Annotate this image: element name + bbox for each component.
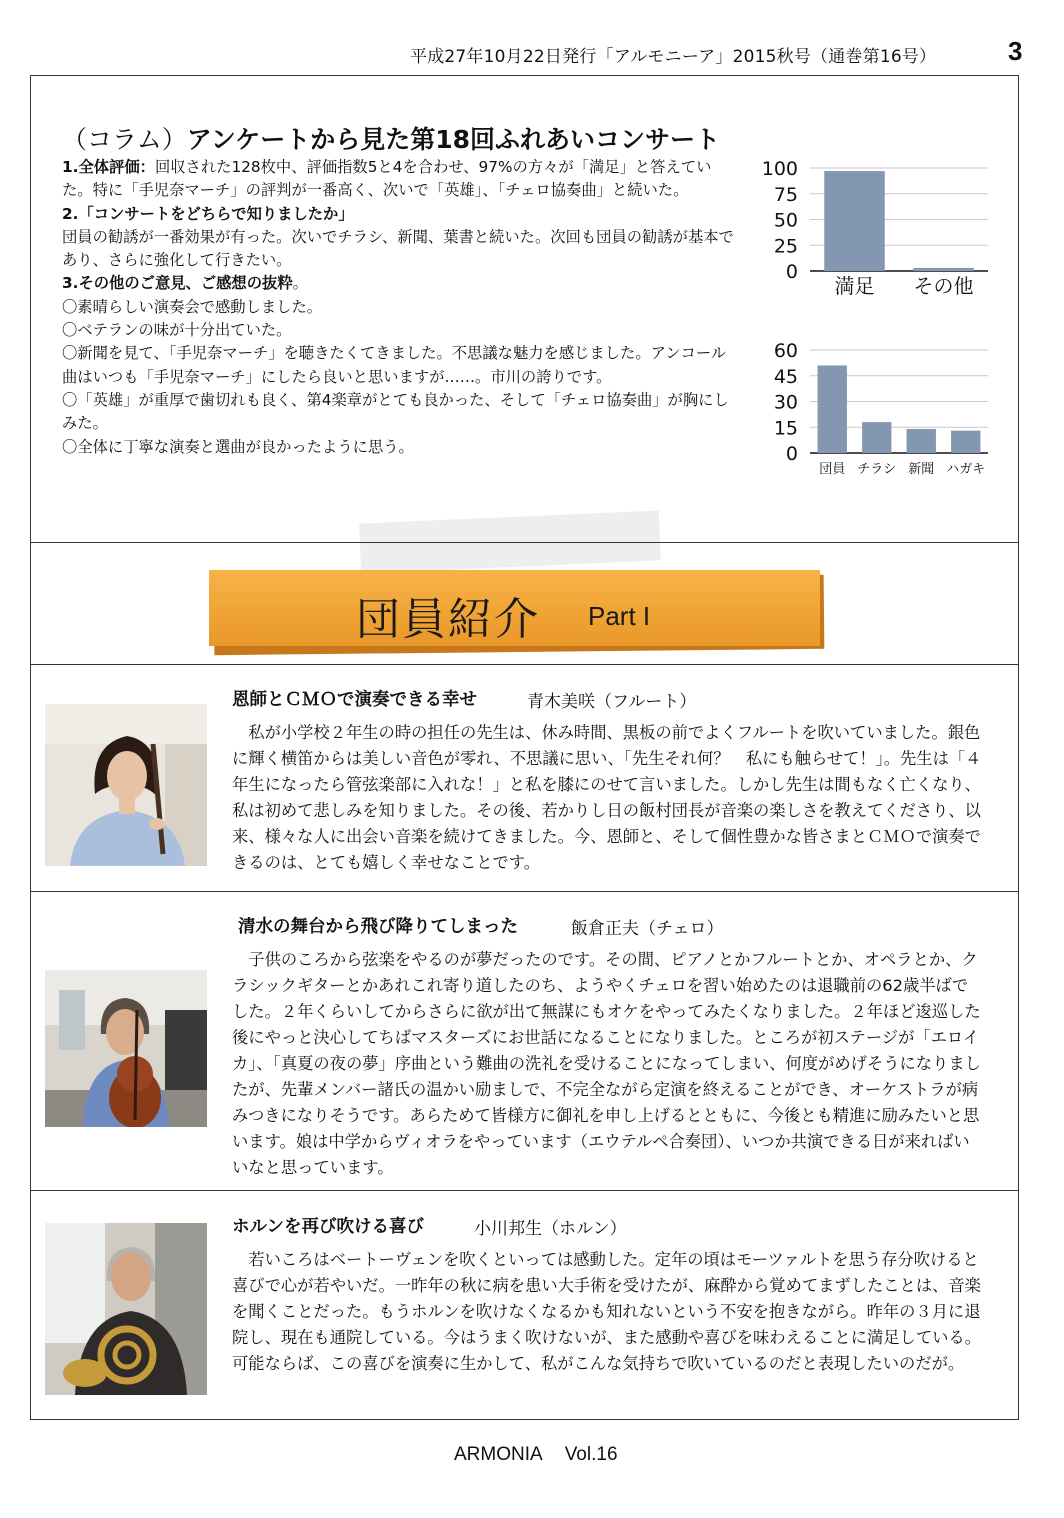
footer-publication-name: ARMONIA [454,1444,543,1465]
cello-player-photo [45,970,207,1127]
column-paragraph: 1.全体評価：回収された128枚中、評価指数5と4を合わせ、97%の方々が「満足」と答えていた。特に「手児奈マーチ」の評判が一番高く、次いで「英雄」、「チェロ協奏曲」と続いた。 [62,158,712,200]
member-body: 子供のころから弦楽をやるのが夢だったのです。その間、ピアノとかフルートとか、オペラとか、クラシックギターとかあれこれ寄り道したのち、ようやくチェロを習い始めたのは退職前の62歳半ばでした。２年くらいしてからさらに欲が出て無謀にもオケをやってみたくなりました。２年ほど逡巡した後にやっと決心してちばマスターズにお世話になることになりました。ところが初ステージが「エロイカ」、「真夏の夜の夢」序曲という難曲の洗礼を受けることになってしまい、何度がめげそうになりましたが、先輩メンバー諸氏の温かい励ましで、不完全ながら定演を終えることができ、オーケストラが病みつきになりそうです。あらためて皆様方に御礼を申し上げるとともに、今後とも精進に励みたいと思います。娘は中学からヴィオラをやっています（エウテルペ合奏団）、いつか共演できる日が来ればいいなと思っています。 [232,950,981,1177]
member-title: 恩師とＣＭＯで演奏できる幸せ [232,690,477,710]
section-divider [30,891,1019,892]
category-label: ハガキ [946,462,986,477]
y-tick-label: 15 [773,417,798,440]
satisfaction-chart [755,155,1000,310]
y-tick-label: 75 [773,183,798,206]
column-paragraph: 2.「コンサートをどちらで知りましたか」 [62,204,354,223]
member-name: 小川邦生（ホルン） [474,1219,627,1239]
issue-header: 平成27年10月22日発行「アルモニーア」2015秋号（通巻第16号） [410,47,937,67]
flute-player-photo [45,704,207,866]
banner-title: 団員紹介 [356,594,540,645]
column-paragraph: 団員の勧誘が一番効果が有った。次いでチラシ、新聞、葉書と続いた。次回も団員の勧誘が基本であり、さらに強化して行きたい。 [62,227,734,270]
category-label: 団員 [819,462,846,477]
page-number: 3 [1008,36,1023,66]
member-title: 清水の舞台から飛び降りてしまった [238,917,518,937]
member-body: 私が小学校２年生の時の担任の先生は、休み時間、黒板の前でよくフルートを吹いていました。銀色に輝く横笛からは美しい音色が零れ、不思議に思い、「先生それ何？ 私にも触らせて！」。先生は「４年生になったら管弦楽部に入れな！」と私を膝にのせて言いました。しかし先生は間もなく亡くなり、私は初めて悲しみを知りました。その後、若かりし日の飯村団長が音楽の楽しさを教えてくださり、以来、様々な人に出会い音楽を続けてきました。今、恩師と、そして個性豊かな皆さまとＣＭＯで演奏できるのは、とても嬉しく幸せなことです。 [232,723,982,872]
bar [862,422,891,453]
column-paragraph: 〇新聞を見て、「手児奈マーチ」を聴きたくてきました。不思議な魅力を感じました。アンコール曲はいつも「手児奈マーチ」にしたら良いと思いますが……。市川の誇りです。 [62,344,727,386]
category-label: チラシ [857,462,897,477]
y-tick-label: 30 [773,391,798,414]
section-divider [30,664,1019,665]
y-tick-label: 50 [773,209,798,232]
member-body: 若いころはベートーヴェンを吹くといっては感動した。定年の頃はモーツァルトを思う存分吹けると喜びで心が若やいだ。一昨年の秋に病を患い大手術を受けたが、麻酔から覚めてまずしたことは、音楽を聞くことだった。もうホルンを吹けなくなるかも知れないという不安を抱きながら。昨年の３月に退院し、現在も通院している。今はうまく吹けないが、また感動や喜びを味わえることに満足している。可能ならば、この喜びを演奏に生かして、私がこんな気持ちで吹いているのだと表現したいのだが。 [232,1250,981,1373]
category-label: 満足 [834,274,875,298]
column-paragraph: 3.その他のご意見、ご感想の抜粋。 [62,274,308,293]
category-label: 新聞 [908,462,935,477]
y-tick-label: 60 [773,340,798,362]
member-title: ホルンを再び吹ける喜び [232,1217,425,1237]
column-title [62,120,720,156]
bar [824,171,885,271]
column-title-prefix: （コラム） [62,125,187,154]
column-body [62,156,737,459]
y-tick-label: 25 [773,235,798,258]
bar [951,431,980,453]
bar [913,268,974,271]
y-tick-label: 45 [773,365,798,388]
footer [454,1444,618,1466]
horn-player-photo [45,1223,207,1395]
column-paragraph: 〇ベテランの味が十分出ていた。 [62,321,292,340]
y-tick-label: 0 [785,261,798,283]
section-divider [30,1190,1019,1191]
member-name: 飯倉正夫（チェロ） [571,919,724,939]
banner-subtitle: Part I [588,601,651,631]
column-paragraph: 〇素晴らしい演奏会で感動しました。 [62,297,323,316]
column-title-main: アンケートから見た第18回ふれあいコンサート [186,125,721,154]
bar [907,429,936,453]
footer-volume: Vol.16 [564,1444,618,1465]
column-paragraph: 〇「英雄」が重厚で歯切れも良く、第4楽章がとても良かった、そして「チェロ協奏曲」が胸にしみた。 [62,390,729,433]
y-tick-label: 100 [761,158,798,180]
column-paragraph: 〇全体に丁寧な演奏と選曲が良かったように思う。 [62,437,414,456]
member-name: 青木美咲（フルート） [527,692,697,712]
bar [818,365,847,453]
source-chart [755,337,1000,477]
category-label: その他 [913,274,974,298]
y-tick-label: 0 [785,443,798,465]
